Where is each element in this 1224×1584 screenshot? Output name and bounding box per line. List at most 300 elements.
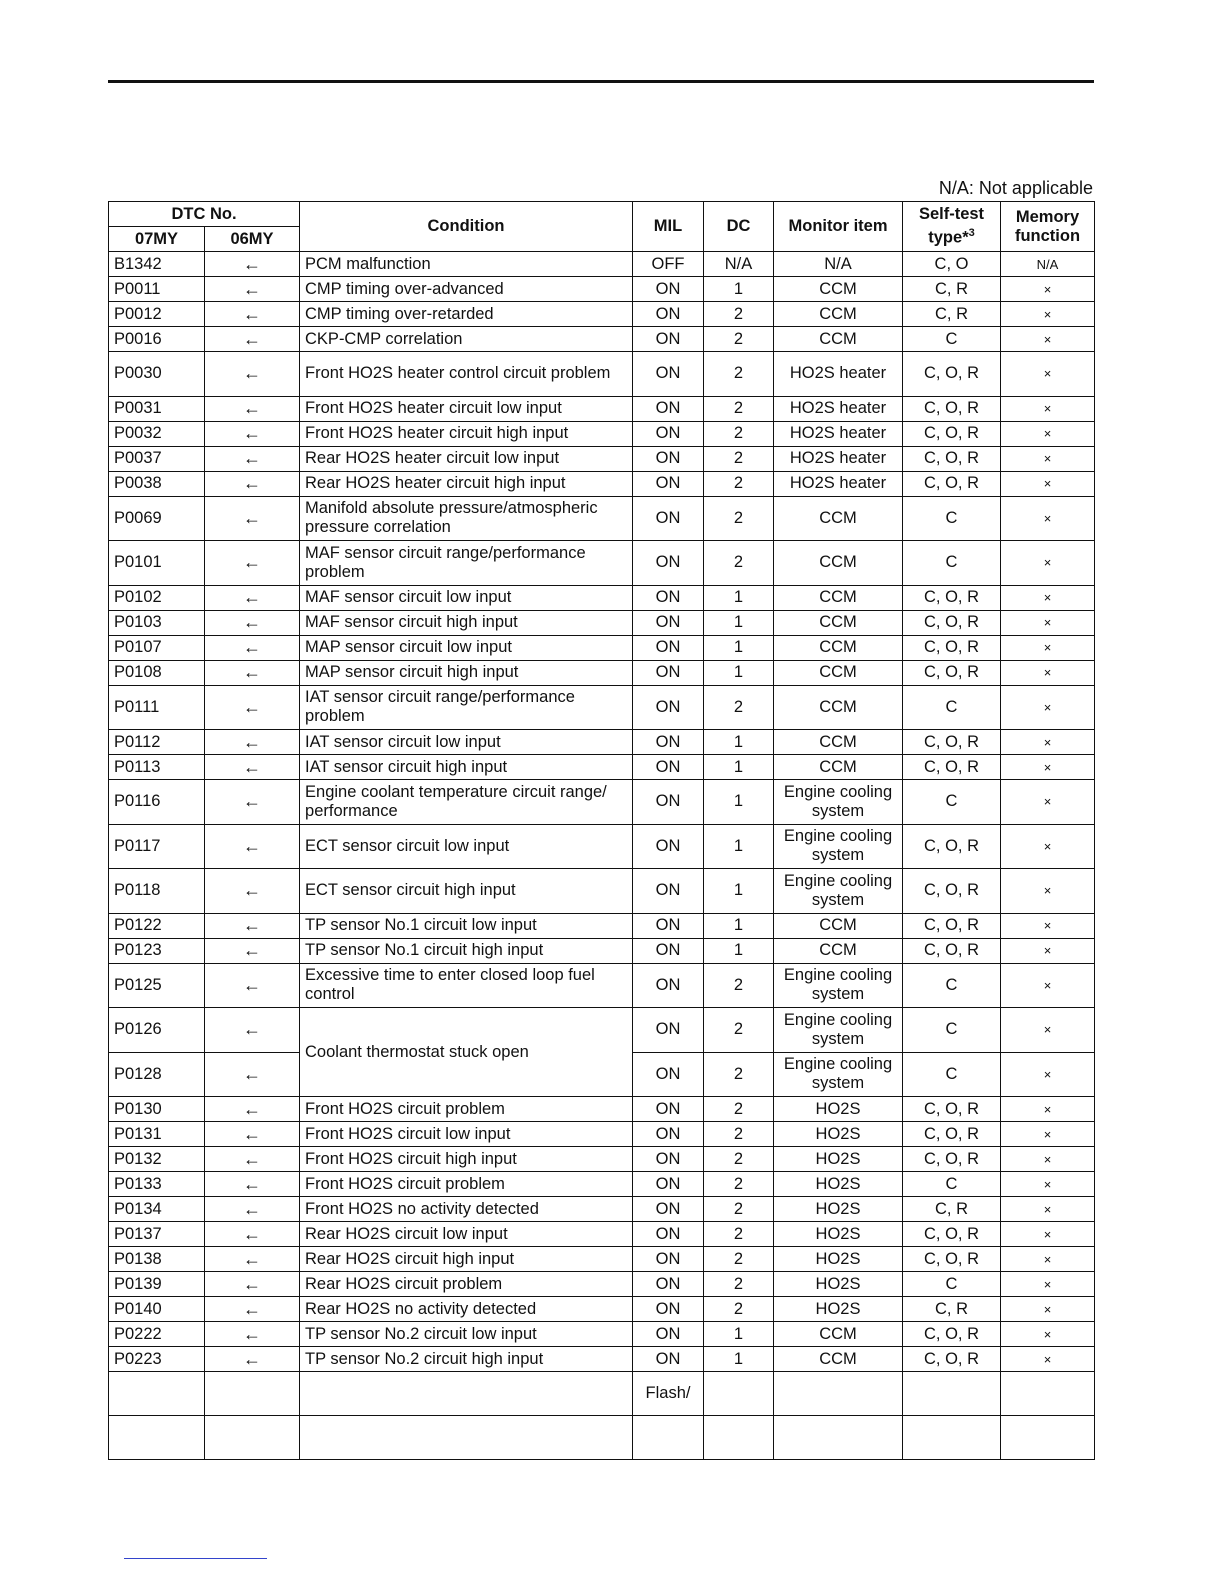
cell-empty	[109, 1372, 205, 1416]
table-row	[109, 660, 1095, 685]
cell-dc: 1	[704, 869, 774, 914]
cell-condition: Front HO2S heater control circuit problem	[300, 352, 633, 397]
cell-self-test: C, O, R	[903, 635, 1001, 660]
cell-dc: 1	[704, 824, 774, 869]
cell-06my-arrow: ←	[205, 446, 300, 471]
cell-self-test: C, O, R	[903, 1122, 1001, 1147]
header-07my: 07MY	[109, 227, 205, 252]
cell-mil: ON	[633, 541, 704, 586]
cell-dc: 1	[704, 660, 774, 685]
cell-mil: ON	[633, 585, 704, 610]
cell-self-test: C, O, R	[903, 1097, 1001, 1122]
cell-empty	[903, 1416, 1001, 1460]
cell-dc: 2	[704, 963, 774, 1008]
cell-memory-function: ×	[1001, 1197, 1095, 1222]
cell-condition: TP sensor No.2 circuit low input	[300, 1322, 633, 1347]
header-monitor-item: Monitor item	[774, 202, 903, 252]
cell-condition: Front HO2S heater circuit high input	[300, 421, 633, 446]
table-row-partial	[109, 1372, 1095, 1416]
cell-monitor-item: CCM	[774, 585, 903, 610]
header-mil: MIL	[633, 202, 704, 252]
cell-condition: TP sensor No.2 circuit high input	[300, 1347, 633, 1372]
table-row	[109, 1222, 1095, 1247]
cell-self-test: C	[903, 496, 1001, 541]
cell-dc: 1	[704, 755, 774, 780]
cell-condition: ECT sensor circuit high input	[300, 869, 633, 914]
cell-monitor-item: Engine cooling system	[774, 869, 903, 914]
cell-mil: ON	[633, 963, 704, 1008]
cell-dc: 2	[704, 421, 774, 446]
table-row	[109, 685, 1095, 730]
cell-memory-function: ×	[1001, 1222, 1095, 1247]
cell-memory-function: ×	[1001, 1052, 1095, 1097]
cell-self-test: C, R	[903, 302, 1001, 327]
cell-monitor-item: N/A	[774, 252, 903, 277]
cell-07my-code: P0128	[109, 1052, 205, 1097]
cell-monitor-item: CCM	[774, 541, 903, 586]
cell-07my-code: P0117	[109, 824, 205, 869]
table-row	[109, 1008, 1095, 1053]
cell-mil: Flash/	[633, 1372, 704, 1416]
cell-mil: ON	[633, 1247, 704, 1272]
cell-empty	[1001, 1372, 1095, 1416]
header-row-1	[109, 202, 1095, 227]
cell-memory-function: ×	[1001, 396, 1095, 421]
cell-condition: IAT sensor circuit range/performance problem	[300, 685, 633, 730]
cell-memory-function: ×	[1001, 496, 1095, 541]
cell-mil: ON	[633, 660, 704, 685]
cell-self-test: C	[903, 1172, 1001, 1197]
cell-condition: Rear HO2S circuit high input	[300, 1247, 633, 1272]
cell-mil: ON	[633, 396, 704, 421]
header-self-test-type	[903, 202, 1001, 252]
cell-07my-code: P0030	[109, 352, 205, 397]
cell-monitor-item: HO2S heater	[774, 421, 903, 446]
cell-memory-function: ×	[1001, 421, 1095, 446]
cell-monitor-item: HO2S	[774, 1247, 903, 1272]
cell-06my-arrow: ←	[205, 635, 300, 660]
cell-dc: 2	[704, 1097, 774, 1122]
table-row	[109, 1197, 1095, 1222]
cell-dc: 2	[704, 396, 774, 421]
cell-07my-code: P0031	[109, 396, 205, 421]
cell-dc: 2	[704, 1147, 774, 1172]
cell-06my-arrow: ←	[205, 471, 300, 496]
table-row	[109, 913, 1095, 938]
cell-memory-function: ×	[1001, 302, 1095, 327]
cell-dc: 2	[704, 1008, 774, 1053]
cell-monitor-item: CCM	[774, 302, 903, 327]
cell-06my-arrow: ←	[205, 660, 300, 685]
cell-mil: ON	[633, 446, 704, 471]
na-note: N/A: Not applicable	[938, 178, 1093, 198]
cell-memory-function: ×	[1001, 610, 1095, 635]
cell-monitor-item: HO2S heater	[774, 396, 903, 421]
cell-empty	[774, 1372, 903, 1416]
table-row	[109, 541, 1095, 586]
cell-06my-arrow: ←	[205, 610, 300, 635]
cell-condition: Excessive time to enter closed loop fuel control	[300, 963, 633, 1008]
cell-06my-arrow: ←	[205, 963, 300, 1008]
cell-06my-arrow: ←	[205, 496, 300, 541]
cell-dc: 1	[704, 938, 774, 963]
cell-mil: ON	[633, 780, 704, 825]
cell-self-test: C, O, R	[903, 1247, 1001, 1272]
cell-07my-code: P0130	[109, 1097, 205, 1122]
cell-self-test: C	[903, 1052, 1001, 1097]
cell-07my-code: P0037	[109, 446, 205, 471]
cell-mil: ON	[633, 471, 704, 496]
cell-memory-function: ×	[1001, 1147, 1095, 1172]
cell-self-test: C	[903, 963, 1001, 1008]
cell-07my-code: P0133	[109, 1172, 205, 1197]
cell-06my-arrow: ←	[205, 685, 300, 730]
cell-monitor-item: HO2S	[774, 1122, 903, 1147]
cell-monitor-item: HO2S	[774, 1222, 903, 1247]
cell-07my-code: P0132	[109, 1147, 205, 1172]
cell-06my-arrow: ←	[205, 585, 300, 610]
cell-condition: MAF sensor circuit range/performance problem	[300, 541, 633, 586]
cell-06my-arrow: ←	[205, 421, 300, 446]
cell-07my-code: P0111	[109, 685, 205, 730]
cell-memory-function: ×	[1001, 1008, 1095, 1053]
cell-monitor-item: HO2S	[774, 1297, 903, 1322]
cell-dc: 2	[704, 327, 774, 352]
cell-06my-arrow: ←	[205, 1272, 300, 1297]
cell-memory-function: ×	[1001, 1122, 1095, 1147]
cell-condition: Front HO2S circuit problem	[300, 1097, 633, 1122]
cell-condition: Front HO2S circuit low input	[300, 1122, 633, 1147]
cell-dc: 1	[704, 780, 774, 825]
cell-06my-arrow: ←	[205, 1222, 300, 1247]
cell-06my-arrow: ←	[205, 1347, 300, 1372]
cell-07my-code: P0134	[109, 1197, 205, 1222]
cell-06my-arrow: ←	[205, 824, 300, 869]
cell-mil: ON	[633, 938, 704, 963]
cell-memory-function: ×	[1001, 1272, 1095, 1297]
cell-memory-function: ×	[1001, 1247, 1095, 1272]
cell-dc: N/A	[704, 252, 774, 277]
cell-07my-code: P0016	[109, 327, 205, 352]
cell-self-test: C, O, R	[903, 471, 1001, 496]
cell-condition: CMP timing over-retarded	[300, 302, 633, 327]
cell-07my-code: P0122	[109, 913, 205, 938]
self-test-footnote: 3	[968, 227, 975, 240]
cell-monitor-item: HO2S	[774, 1097, 903, 1122]
cell-07my-code: P0125	[109, 963, 205, 1008]
table-row	[109, 277, 1095, 302]
header-condition: Condition	[300, 202, 633, 252]
cell-memory-function: ×	[1001, 277, 1095, 302]
cell-dc: 1	[704, 277, 774, 302]
header-dc: DC	[704, 202, 774, 252]
cell-07my-code: P0138	[109, 1247, 205, 1272]
table-row	[109, 421, 1095, 446]
cell-condition: Coolant thermostat stuck open	[300, 1008, 633, 1097]
cell-dc: 2	[704, 446, 774, 471]
cell-condition: PCM malfunction	[300, 252, 633, 277]
cell-empty	[704, 1416, 774, 1460]
cell-condition: MAP sensor circuit high input	[300, 660, 633, 685]
table-row	[109, 252, 1095, 277]
table-row-partial	[109, 1416, 1095, 1460]
cell-dc: 2	[704, 1297, 774, 1322]
cell-07my-code: P0107	[109, 635, 205, 660]
cell-06my-arrow: ←	[205, 327, 300, 352]
cell-06my-arrow: ←	[205, 352, 300, 397]
cell-self-test: C, O, R	[903, 1147, 1001, 1172]
cell-dc: 2	[704, 1272, 774, 1297]
cell-monitor-item: CCM	[774, 1347, 903, 1372]
cell-06my-arrow: ←	[205, 1297, 300, 1322]
cell-self-test: C, O, R	[903, 913, 1001, 938]
cell-self-test: C, O, R	[903, 610, 1001, 635]
cell-self-test: C, O, R	[903, 421, 1001, 446]
cell-mil: ON	[633, 1172, 704, 1197]
cell-condition: Front HO2S no activity detected	[300, 1197, 633, 1222]
cell-monitor-item: Engine cooling system	[774, 824, 903, 869]
cell-dc: 2	[704, 1172, 774, 1197]
table-row	[109, 1347, 1095, 1372]
cell-06my-arrow: ←	[205, 1097, 300, 1122]
cell-memory-function: ×	[1001, 352, 1095, 397]
cell-monitor-item: CCM	[774, 938, 903, 963]
cell-condition: MAP sensor circuit low input	[300, 635, 633, 660]
cell-06my-arrow: ←	[205, 277, 300, 302]
cell-07my-code: P0103	[109, 610, 205, 635]
table-row	[109, 635, 1095, 660]
table-row	[109, 496, 1095, 541]
cell-memory-function: ×	[1001, 1097, 1095, 1122]
cell-condition: MAF sensor circuit high input	[300, 610, 633, 635]
cell-mil: ON	[633, 1297, 704, 1322]
cell-memory-function: ×	[1001, 780, 1095, 825]
cell-memory-function: ×	[1001, 635, 1095, 660]
cell-monitor-item: CCM	[774, 277, 903, 302]
cell-self-test: C	[903, 685, 1001, 730]
cell-memory-function: ×	[1001, 913, 1095, 938]
cell-self-test: C, O, R	[903, 1322, 1001, 1347]
cell-mil: ON	[633, 1008, 704, 1053]
cell-condition: Front HO2S heater circuit low input	[300, 396, 633, 421]
cell-memory-function: ×	[1001, 1322, 1095, 1347]
cell-monitor-item: CCM	[774, 913, 903, 938]
cell-06my-arrow: ←	[205, 730, 300, 755]
cell-condition: MAF sensor circuit low input	[300, 585, 633, 610]
cell-condition: ECT sensor circuit low input	[300, 824, 633, 869]
cell-self-test: C	[903, 1008, 1001, 1053]
bottom-link-underline	[124, 1558, 267, 1559]
cell-self-test: C	[903, 780, 1001, 825]
cell-empty	[1001, 1416, 1095, 1460]
cell-memory-function: ×	[1001, 541, 1095, 586]
cell-mil: ON	[633, 352, 704, 397]
cell-06my-arrow: ←	[205, 396, 300, 421]
cell-self-test: C, O	[903, 252, 1001, 277]
table-row	[109, 302, 1095, 327]
cell-07my-code: P0069	[109, 496, 205, 541]
cell-memory-function: ×	[1001, 685, 1095, 730]
cell-monitor-item: CCM	[774, 1322, 903, 1347]
table-row	[109, 1272, 1095, 1297]
cell-07my-code: P0038	[109, 471, 205, 496]
cell-06my-arrow: ←	[205, 1122, 300, 1147]
table-row	[109, 824, 1095, 869]
table-row	[109, 1122, 1095, 1147]
cell-dc: 2	[704, 1247, 774, 1272]
cell-mil: ON	[633, 635, 704, 660]
cell-memory-function: ×	[1001, 1347, 1095, 1372]
cell-07my-code: P0011	[109, 277, 205, 302]
cell-mil: ON	[633, 730, 704, 755]
cell-dc: 2	[704, 302, 774, 327]
cell-07my-code: P0222	[109, 1322, 205, 1347]
cell-06my-arrow: ←	[205, 869, 300, 914]
table-row	[109, 730, 1095, 755]
cell-monitor-item: Engine cooling system	[774, 780, 903, 825]
cell-mil: ON	[633, 327, 704, 352]
table-row	[109, 1097, 1095, 1122]
cell-07my-code: P0137	[109, 1222, 205, 1247]
cell-dc: 2	[704, 1052, 774, 1097]
cell-mil: ON	[633, 496, 704, 541]
cell-memory-function: ×	[1001, 824, 1095, 869]
cell-07my-code: P0139	[109, 1272, 205, 1297]
cell-dc: 1	[704, 913, 774, 938]
cell-self-test: C, O, R	[903, 730, 1001, 755]
cell-empty	[300, 1372, 633, 1416]
cell-memory-function: ×	[1001, 446, 1095, 471]
cell-06my-arrow: ←	[205, 938, 300, 963]
cell-dc: 2	[704, 685, 774, 730]
cell-monitor-item: HO2S heater	[774, 352, 903, 397]
cell-condition: IAT sensor circuit high input	[300, 755, 633, 780]
cell-memory-function: ×	[1001, 1172, 1095, 1197]
cell-condition: Rear HO2S heater circuit high input	[300, 471, 633, 496]
header-dtc-no: DTC No.	[109, 202, 300, 227]
cell-self-test: C	[903, 541, 1001, 586]
cell-monitor-item: CCM	[774, 685, 903, 730]
cell-monitor-item: HO2S	[774, 1172, 903, 1197]
cell-empty	[633, 1416, 704, 1460]
cell-condition: CKP-CMP correlation	[300, 327, 633, 352]
cell-06my-arrow: ←	[205, 1052, 300, 1097]
cell-monitor-item: CCM	[774, 730, 903, 755]
cell-condition: IAT sensor circuit low input	[300, 730, 633, 755]
cell-dc: 1	[704, 730, 774, 755]
cell-06my-arrow: ←	[205, 1197, 300, 1222]
cell-self-test: C, O, R	[903, 755, 1001, 780]
cell-mil: ON	[633, 1322, 704, 1347]
cell-memory-function: ×	[1001, 938, 1095, 963]
header-memory-function: Memory function	[1001, 202, 1095, 252]
cell-condition: TP sensor No.1 circuit high input	[300, 938, 633, 963]
cell-condition: TP sensor No.1 circuit low input	[300, 913, 633, 938]
cell-06my-arrow: ←	[205, 780, 300, 825]
cell-mil: ON	[633, 1052, 704, 1097]
cell-mil: ON	[633, 302, 704, 327]
table-row	[109, 1247, 1095, 1272]
cell-mil: ON	[633, 1147, 704, 1172]
cell-07my-code: P0012	[109, 302, 205, 327]
cell-mil: ON	[633, 1347, 704, 1372]
cell-06my-arrow: ←	[205, 302, 300, 327]
cell-06my-arrow: ←	[205, 252, 300, 277]
table-body	[109, 252, 1095, 1460]
table-row	[109, 327, 1095, 352]
cell-dc: 2	[704, 1197, 774, 1222]
cell-07my-code: P0223	[109, 1347, 205, 1372]
cell-self-test: C	[903, 1272, 1001, 1297]
cell-dc: 2	[704, 541, 774, 586]
cell-condition: Rear HO2S no activity detected	[300, 1297, 633, 1322]
cell-mil: ON	[633, 1272, 704, 1297]
cell-monitor-item: Engine cooling system	[774, 963, 903, 1008]
cell-mil: ON	[633, 1197, 704, 1222]
cell-condition: Front HO2S circuit high input	[300, 1147, 633, 1172]
cell-dc: 1	[704, 610, 774, 635]
cell-memory-function: ×	[1001, 869, 1095, 914]
cell-07my-code: P0113	[109, 755, 205, 780]
table-row	[109, 1147, 1095, 1172]
cell-empty	[774, 1416, 903, 1460]
cell-06my-arrow: ←	[205, 913, 300, 938]
cell-self-test: C, O, R	[903, 824, 1001, 869]
cell-mil: ON	[633, 610, 704, 635]
cell-self-test: C, R	[903, 1297, 1001, 1322]
cell-07my-code: P0032	[109, 421, 205, 446]
cell-07my-code: P0116	[109, 780, 205, 825]
table-row	[109, 352, 1095, 397]
cell-condition: Rear HO2S circuit low input	[300, 1222, 633, 1247]
cell-monitor-item: HO2S	[774, 1147, 903, 1172]
cell-mil: ON	[633, 1122, 704, 1147]
cell-07my-code: P0140	[109, 1297, 205, 1322]
cell-06my-arrow: ←	[205, 755, 300, 780]
cell-07my-code: P0126	[109, 1008, 205, 1053]
cell-mil: ON	[633, 755, 704, 780]
cell-dc: 2	[704, 471, 774, 496]
table-row	[109, 471, 1095, 496]
cell-self-test: C, O, R	[903, 585, 1001, 610]
cell-06my-arrow: ←	[205, 541, 300, 586]
cell-07my-code: B1342	[109, 252, 205, 277]
cell-self-test: C	[903, 327, 1001, 352]
cell-self-test: C, O, R	[903, 352, 1001, 397]
cell-mil: ON	[633, 913, 704, 938]
cell-monitor-item: Engine cooling system	[774, 1052, 903, 1097]
cell-empty	[205, 1372, 300, 1416]
cell-07my-code: P0118	[109, 869, 205, 914]
cell-monitor-item: CCM	[774, 635, 903, 660]
cell-07my-code: P0112	[109, 730, 205, 755]
table-row	[109, 1297, 1095, 1322]
cell-dc: 2	[704, 496, 774, 541]
cell-self-test: C, R	[903, 277, 1001, 302]
cell-memory-function: ×	[1001, 1297, 1095, 1322]
table-row	[109, 585, 1095, 610]
cell-mil: ON	[633, 1097, 704, 1122]
cell-monitor-item: CCM	[774, 496, 903, 541]
cell-monitor-item: HO2S heater	[774, 446, 903, 471]
cell-self-test: C, O, R	[903, 660, 1001, 685]
cell-empty	[300, 1416, 633, 1460]
cell-06my-arrow: ←	[205, 1247, 300, 1272]
table-row	[109, 780, 1095, 825]
cell-condition: Rear HO2S circuit problem	[300, 1272, 633, 1297]
cell-06my-arrow: ←	[205, 1008, 300, 1053]
cell-self-test: C, O, R	[903, 446, 1001, 471]
